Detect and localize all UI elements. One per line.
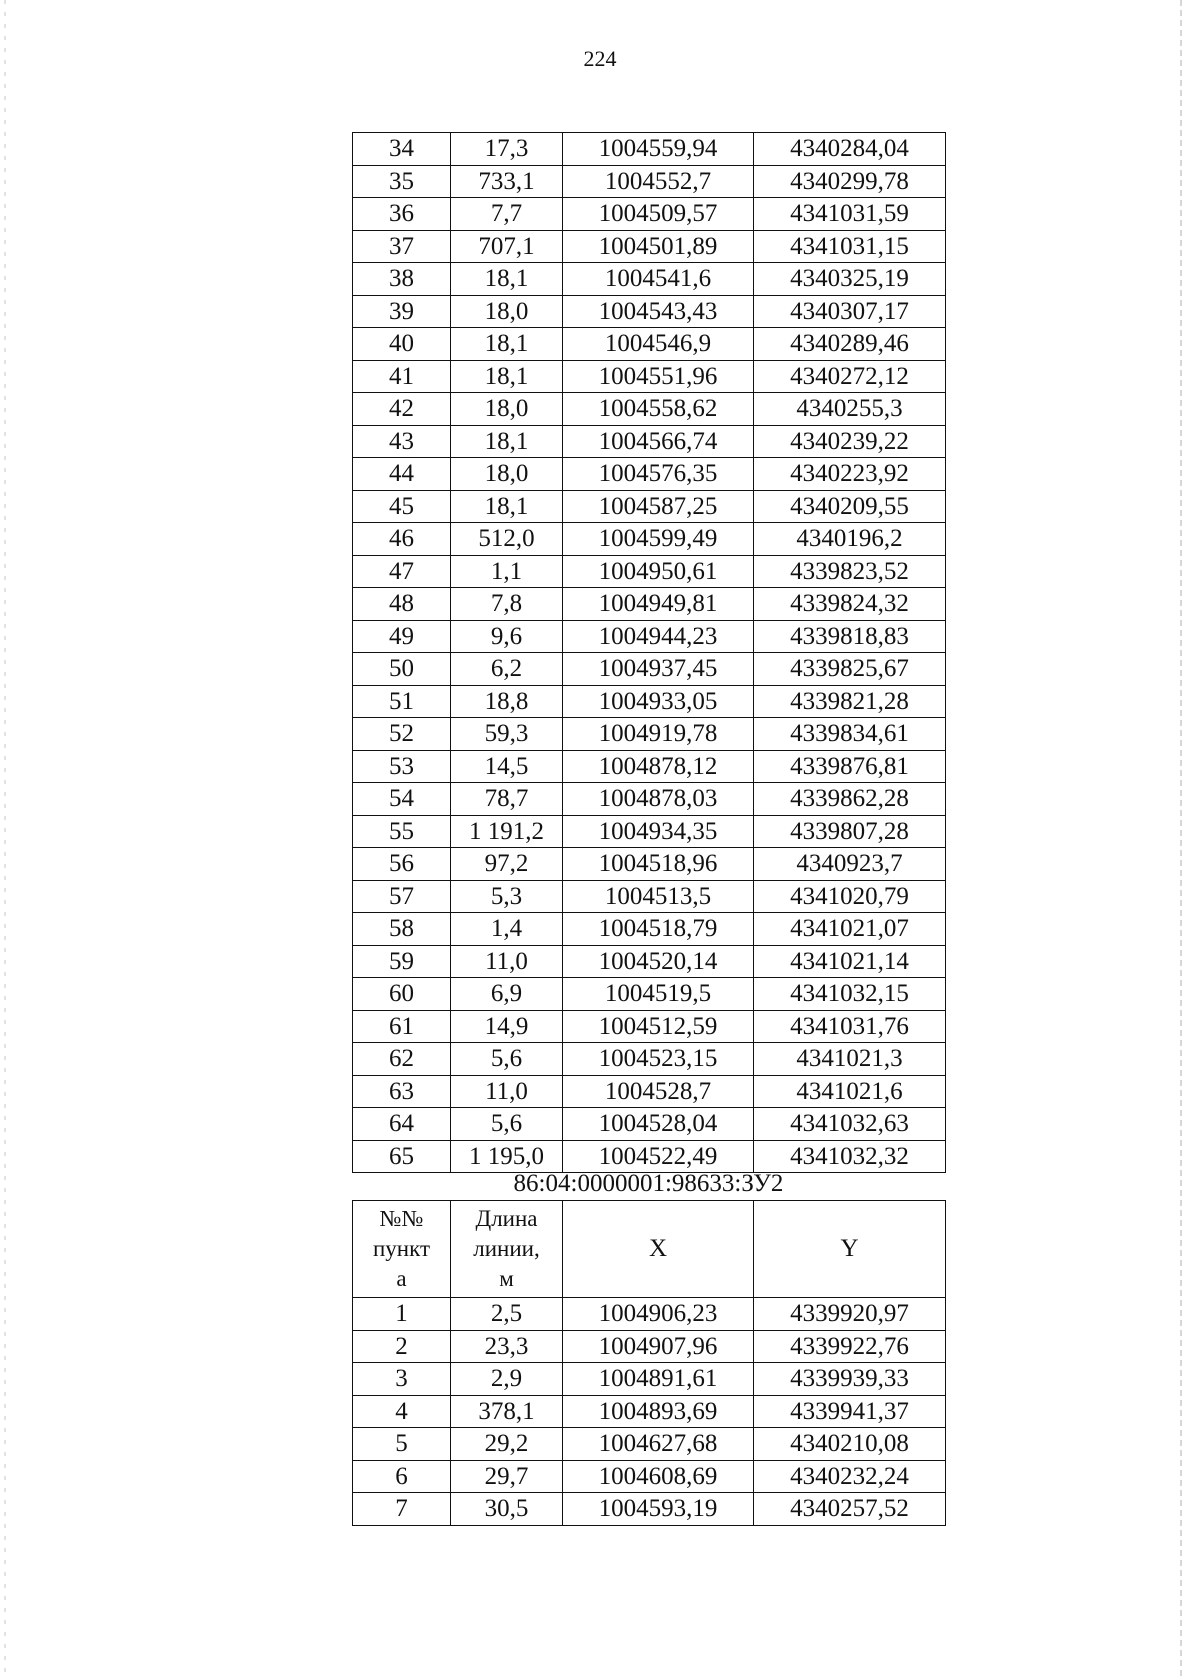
parcel-cadastral-number: 86:04:0000001:98633:ЗУ2 <box>513 1170 784 1197</box>
point-number-cell: 54 <box>353 783 451 816</box>
y-coordinate-cell: 4340239,22 <box>754 425 946 458</box>
point-number-cell: 3 <box>353 1363 451 1396</box>
line-length-cell: 59,3 <box>451 718 563 751</box>
header-point-number-line-3: а <box>396 1266 407 1291</box>
table-row <box>353 685 946 718</box>
x-coordinate-cell: 1004522,49 <box>563 1140 754 1173</box>
y-coordinate-cell: 4341032,63 <box>754 1108 946 1141</box>
y-coordinate-cell: 4340307,17 <box>754 295 946 328</box>
y-coordinate-cell: 4339922,76 <box>754 1330 946 1363</box>
point-number-cell: 35 <box>353 165 451 198</box>
x-coordinate-cell: 1004576,35 <box>563 458 754 491</box>
line-length-cell: 29,7 <box>451 1460 563 1493</box>
line-length-cell: 7,7 <box>451 198 563 231</box>
x-coordinate-cell: 1004501,89 <box>563 230 754 263</box>
y-coordinate-cell: 4340289,46 <box>754 328 946 361</box>
y-coordinate-cell: 4341031,15 <box>754 230 946 263</box>
point-number-cell: 7 <box>353 1493 451 1526</box>
header-line-length-line-2: линии, <box>473 1236 540 1261</box>
point-number-cell: 61 <box>353 1010 451 1043</box>
table-row <box>353 1460 946 1493</box>
x-coordinate-cell: 1004627,68 <box>563 1428 754 1461</box>
point-number-cell: 46 <box>353 523 451 556</box>
line-length-cell: 5,6 <box>451 1043 563 1076</box>
line-length-cell: 512,0 <box>451 523 563 556</box>
x-coordinate-cell: 1004520,14 <box>563 945 754 978</box>
table-row <box>353 523 946 556</box>
x-coordinate-cell: 1004518,96 <box>563 848 754 881</box>
table-row <box>353 328 946 361</box>
header-point-number-line-2: пункт <box>372 1236 431 1261</box>
y-coordinate-cell: 4339939,33 <box>754 1363 946 1396</box>
y-coordinate-cell: 4340284,04 <box>754 133 946 166</box>
header-y: Y <box>754 1201 946 1298</box>
point-number-cell: 34 <box>353 133 451 166</box>
coordinates-table-continued <box>352 132 946 1173</box>
y-coordinate-cell: 4339825,67 <box>754 653 946 686</box>
x-coordinate-cell: 1004512,59 <box>563 1010 754 1043</box>
x-coordinate-cell: 1004919,78 <box>563 718 754 751</box>
y-coordinate-cell: 4340272,12 <box>754 360 946 393</box>
line-length-cell: 7,8 <box>451 588 563 621</box>
table-row <box>353 718 946 751</box>
line-length-cell: 11,0 <box>451 945 563 978</box>
x-coordinate-cell: 1004891,61 <box>563 1363 754 1396</box>
line-length-cell: 18,1 <box>451 263 563 296</box>
line-length-cell: 30,5 <box>451 1493 563 1526</box>
point-number-cell: 49 <box>353 620 451 653</box>
y-coordinate-cell: 4340255,3 <box>754 393 946 426</box>
point-number-cell: 5 <box>353 1428 451 1461</box>
line-length-cell: 2,9 <box>451 1363 563 1396</box>
line-length-cell: 18,0 <box>451 295 563 328</box>
y-coordinate-cell: 4339862,28 <box>754 783 946 816</box>
x-coordinate-cell: 1004933,05 <box>563 685 754 718</box>
line-length-cell: 18,8 <box>451 685 563 718</box>
x-coordinate-cell: 1004546,9 <box>563 328 754 361</box>
y-coordinate-cell: 4341031,76 <box>754 1010 946 1043</box>
y-coordinate-cell: 4339876,81 <box>754 750 946 783</box>
y-coordinate-cell: 4339818,83 <box>754 620 946 653</box>
table-row <box>353 1043 946 1076</box>
y-coordinate-cell: 4341021,6 <box>754 1075 946 1108</box>
table-row <box>353 1395 946 1428</box>
x-coordinate-cell: 1004937,45 <box>563 653 754 686</box>
y-coordinate-cell: 4340210,08 <box>754 1428 946 1461</box>
line-length-cell: 29,2 <box>451 1428 563 1461</box>
line-length-cell: 18,1 <box>451 360 563 393</box>
point-number-cell: 62 <box>353 1043 451 1076</box>
line-length-cell: 1 191,2 <box>451 815 563 848</box>
point-number-cell: 56 <box>353 848 451 881</box>
header-point-number <box>353 1201 451 1298</box>
scan-edge-right <box>1180 0 1182 1680</box>
point-number-cell: 65 <box>353 1140 451 1173</box>
y-coordinate-cell: 4341021,14 <box>754 945 946 978</box>
header-point-number-line-1: №№ <box>379 1206 424 1231</box>
point-number-cell: 40 <box>353 328 451 361</box>
x-coordinate-cell: 1004608,69 <box>563 1460 754 1493</box>
table-row <box>353 620 946 653</box>
point-number-cell: 44 <box>353 458 451 491</box>
x-coordinate-cell: 1004934,35 <box>563 815 754 848</box>
x-coordinate-cell: 1004906,23 <box>563 1298 754 1331</box>
point-number-cell: 4 <box>353 1395 451 1428</box>
y-coordinate-cell: 4341021,07 <box>754 913 946 946</box>
table-row <box>353 815 946 848</box>
point-number-cell: 52 <box>353 718 451 751</box>
line-length-cell: 18,1 <box>451 490 563 523</box>
point-number-cell: 1 <box>353 1298 451 1331</box>
point-number-cell: 55 <box>353 815 451 848</box>
x-coordinate-cell: 1004944,23 <box>563 620 754 653</box>
table-row <box>353 1428 946 1461</box>
line-length-cell: 378,1 <box>451 1395 563 1428</box>
x-coordinate-cell: 1004893,69 <box>563 1395 754 1428</box>
y-coordinate-cell: 4340209,55 <box>754 490 946 523</box>
table-row <box>353 783 946 816</box>
x-coordinate-cell: 1004878,03 <box>563 783 754 816</box>
point-number-cell: 37 <box>353 230 451 263</box>
table-header-row <box>353 1201 946 1298</box>
point-number-cell: 36 <box>353 198 451 231</box>
point-number-cell: 45 <box>353 490 451 523</box>
line-length-cell: 78,7 <box>451 783 563 816</box>
coordinates-table-body <box>353 133 946 1173</box>
table-row <box>353 1363 946 1396</box>
y-coordinate-cell: 4341021,3 <box>754 1043 946 1076</box>
table-row <box>353 555 946 588</box>
table-row <box>353 458 946 491</box>
line-length-cell: 97,2 <box>451 848 563 881</box>
table-row <box>353 1010 946 1043</box>
line-length-cell: 23,3 <box>451 1330 563 1363</box>
y-coordinate-cell: 4339941,37 <box>754 1395 946 1428</box>
line-length-cell: 1,4 <box>451 913 563 946</box>
y-coordinate-cell: 4341032,15 <box>754 978 946 1011</box>
y-coordinate-cell: 4340223,92 <box>754 458 946 491</box>
y-coordinate-cell: 4341020,79 <box>754 880 946 913</box>
line-length-cell: 18,0 <box>451 393 563 426</box>
y-coordinate-cell: 4340923,7 <box>754 848 946 881</box>
x-coordinate-cell: 1004523,15 <box>563 1043 754 1076</box>
y-coordinate-cell: 4339807,28 <box>754 815 946 848</box>
header-line-length-line-1: Длина <box>475 1206 538 1231</box>
line-length-cell: 5,3 <box>451 880 563 913</box>
x-coordinate-cell: 1004513,5 <box>563 880 754 913</box>
y-coordinate-cell: 4340196,2 <box>754 523 946 556</box>
y-coordinate-cell: 4339834,61 <box>754 718 946 751</box>
point-number-cell: 53 <box>353 750 451 783</box>
point-number-cell: 38 <box>353 263 451 296</box>
parcel-coordinates-table-body <box>353 1298 946 1526</box>
line-length-cell: 14,9 <box>451 1010 563 1043</box>
x-coordinate-cell: 1004543,43 <box>563 295 754 328</box>
point-number-cell: 39 <box>353 295 451 328</box>
line-length-cell: 733,1 <box>451 165 563 198</box>
header-line-length <box>451 1201 563 1298</box>
line-length-cell: 18,1 <box>451 425 563 458</box>
point-number-cell: 43 <box>353 425 451 458</box>
header-line-length-line-3: м <box>499 1266 514 1291</box>
table-row <box>353 880 946 913</box>
x-coordinate-cell: 1004528,7 <box>563 1075 754 1108</box>
parcel-coordinates-table <box>352 1200 946 1526</box>
point-number-cell: 48 <box>353 588 451 621</box>
point-number-cell: 63 <box>353 1075 451 1108</box>
x-coordinate-cell: 1004558,62 <box>563 393 754 426</box>
x-coordinate-cell: 1004509,57 <box>563 198 754 231</box>
x-coordinate-cell: 1004950,61 <box>563 555 754 588</box>
table-row <box>353 848 946 881</box>
table-row <box>353 295 946 328</box>
point-number-cell: 47 <box>353 555 451 588</box>
line-length-cell: 6,9 <box>451 978 563 1011</box>
table-row <box>353 393 946 426</box>
x-coordinate-cell: 1004907,96 <box>563 1330 754 1363</box>
y-coordinate-cell: 4340325,19 <box>754 263 946 296</box>
line-length-cell: 6,2 <box>451 653 563 686</box>
line-length-cell: 1,1 <box>451 555 563 588</box>
x-coordinate-cell: 1004518,79 <box>563 913 754 946</box>
table-row <box>353 490 946 523</box>
line-length-cell: 2,5 <box>451 1298 563 1331</box>
y-coordinate-cell: 4340299,78 <box>754 165 946 198</box>
x-coordinate-cell: 1004566,74 <box>563 425 754 458</box>
x-coordinate-cell: 1004559,94 <box>563 133 754 166</box>
page-number: 224 <box>583 46 617 71</box>
x-coordinate-cell: 1004528,04 <box>563 1108 754 1141</box>
table-row <box>353 978 946 1011</box>
point-number-cell: 58 <box>353 913 451 946</box>
table-row <box>353 1108 946 1141</box>
x-coordinate-cell: 1004599,49 <box>563 523 754 556</box>
point-number-cell: 64 <box>353 1108 451 1141</box>
y-coordinate-cell: 4340232,24 <box>754 1460 946 1493</box>
point-number-cell: 50 <box>353 653 451 686</box>
line-length-cell: 17,3 <box>451 133 563 166</box>
table-row <box>353 945 946 978</box>
point-number-cell: 6 <box>353 1460 451 1493</box>
line-length-cell: 14,5 <box>451 750 563 783</box>
point-number-cell: 2 <box>353 1330 451 1363</box>
scan-edge-left <box>4 0 6 1680</box>
line-length-cell: 5,6 <box>451 1108 563 1141</box>
y-coordinate-cell: 4339824,32 <box>754 588 946 621</box>
table-row <box>353 750 946 783</box>
line-length-cell: 18,1 <box>451 328 563 361</box>
line-length-cell: 18,0 <box>451 458 563 491</box>
x-coordinate-cell: 1004593,19 <box>563 1493 754 1526</box>
header-x: X <box>563 1201 754 1298</box>
point-number-cell: 60 <box>353 978 451 1011</box>
x-coordinate-cell: 1004551,96 <box>563 360 754 393</box>
x-coordinate-cell: 1004552,7 <box>563 165 754 198</box>
point-number-cell: 41 <box>353 360 451 393</box>
table-row <box>353 165 946 198</box>
table-row <box>353 133 946 166</box>
point-number-cell: 51 <box>353 685 451 718</box>
table-row <box>353 653 946 686</box>
line-length-cell: 1 195,0 <box>451 1140 563 1173</box>
table-row <box>353 1075 946 1108</box>
y-coordinate-cell: 4339821,28 <box>754 685 946 718</box>
x-coordinate-cell: 1004878,12 <box>563 750 754 783</box>
table-row <box>353 1298 946 1331</box>
point-number-cell: 42 <box>353 393 451 426</box>
point-number-cell: 57 <box>353 880 451 913</box>
table-row <box>353 263 946 296</box>
table-row <box>353 360 946 393</box>
table-row <box>353 425 946 458</box>
table-row <box>353 1493 946 1526</box>
table-row <box>353 588 946 621</box>
x-coordinate-cell: 1004587,25 <box>563 490 754 523</box>
y-coordinate-cell: 4340257,52 <box>754 1493 946 1526</box>
y-coordinate-cell: 4339920,97 <box>754 1298 946 1331</box>
line-length-cell: 707,1 <box>451 230 563 263</box>
table-row <box>353 913 946 946</box>
line-length-cell: 11,0 <box>451 1075 563 1108</box>
table-row <box>353 1330 946 1363</box>
table-row <box>353 230 946 263</box>
y-coordinate-cell: 4341032,32 <box>754 1140 946 1173</box>
table-row <box>353 198 946 231</box>
x-coordinate-cell: 1004949,81 <box>563 588 754 621</box>
point-number-cell: 59 <box>353 945 451 978</box>
line-length-cell: 9,6 <box>451 620 563 653</box>
y-coordinate-cell: 4339823,52 <box>754 555 946 588</box>
x-coordinate-cell: 1004541,6 <box>563 263 754 296</box>
x-coordinate-cell: 1004519,5 <box>563 978 754 1011</box>
y-coordinate-cell: 4341031,59 <box>754 198 946 231</box>
